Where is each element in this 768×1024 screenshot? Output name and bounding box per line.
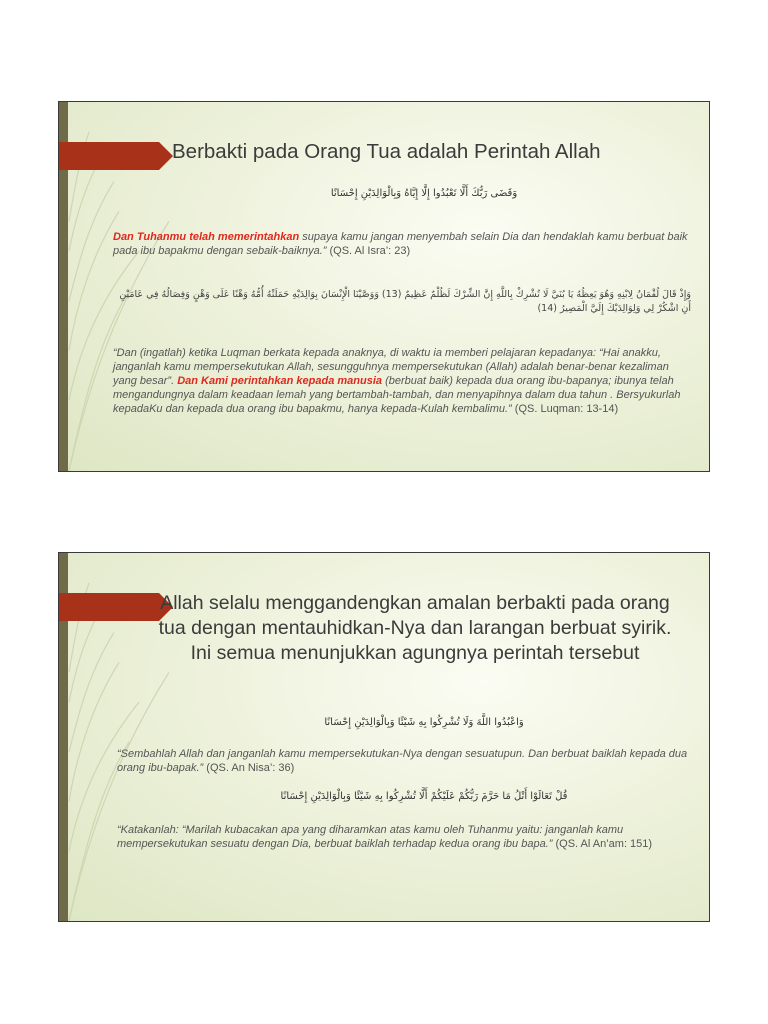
slide-2 [58,552,710,922]
arabic-verse-nisa: وَاعْبُدُوا اللَّهَ وَلَا تُشْرِكُوا بِهِ شَيْئًا وَبِالْوَالِدَيْنِ إِحْسَانًا [324,717,524,728]
translation-anam: “Katakanlah: “Marilah kubacakan apa yang diharamkan atas kamu oleh Tuhanmu yaitu: janganlah kamu mempersekutukan sesuatu dengan Dia, berbuat baiklah terhadap kedua orang ibu bapa.” (QS. Al An’am: 151) [117,824,653,850]
arabic-verse-luqman: وَإِذْ قَالَ لُقْمَانُ لِابْنِهِ وَهُوَ يَعِظُهُ يَا بُنَيَّ لَا تُشْرِكْ بِاللَّهِ إِنَّ الشِّرْكَ لَظُلْمٌ عَظِيمٌ (13) وَوَصَّيْنَا الْإِنْسَانَ بِوَالِدَيْهِ حَمَلَتْهُ أُمُّهُ وَهْنًا عَلَى وَهْنٍ وَفِصَالُهُ فِي عَامَيْنِ أَنِ اشْكُرْ لِي وَلِوَالِدَيْكَ إِلَيَّ الْمَصِيرُ (14) [119,289,691,314]
arabic-verse-isra: وَقَضَى رَبُّكَ أَلَّا تَعْبُدُوا إِلَّا إِيَّاهُ وَبِالْوَالِدَيْنِ إِحْسَانًا [330,188,518,199]
title-ribbon [59,142,159,170]
arabic-verse-anam: قُلْ تَعَالَوْا أَتْلُ مَا حَرَّمَ رَبُّكُمْ عَلَيْكُمْ أَلَّا تُشْرِكُوا بِهِ شَيْئًا وَبِالْوَالِدَيْنِ إِحْسَانًا [280,791,568,802]
verse-reference: (QS. Al Isra’: 23) [326,245,411,257]
highlight-text: Dan Kami perintahkan kepada manusia [174,375,383,387]
translation-luqman: “Dan (ingatlah) ketika Luqman berkata kepada anaknya, di waktu ia memberi pelajaran kepadanya: “Hai anakku, janganlah kamu mempersekutukan Allah, sesungguhnya mempersekutukan (Allah) adalah benar-benar kezaliman yang besar”. Dan Kami perintahkan kepada manusia (berbuat baik) kepada dua orang ibu-bapanya; ibunya telah mengandungnya dalam keadaan lemah yang bertambah-tambah, dan menyapihnya dalam dua tahun . Bersyukurlah kepadaKu dan kepada dua orang ibu bapakmu, hanya kepada-Kulah kembalimu.” (QS. Luqman: 13-14) [113,347,681,415]
verse-reference: (QS. Al An’am: 151) [552,838,653,850]
slide-title: Allah selalu menggandengkan amalan berbakti pada orang tua dengan mentauhidkan-Nya dan larangan berbuat syirik. Ini semua menunjukkan agungnya perintah tersebut [158,592,672,664]
title-ribbon [59,593,159,621]
verse-reference: (QS. An Nisa’: 36) [203,762,295,774]
highlight-text: Dan Tuhanmu telah memerintahkan [113,231,300,243]
verse-reference: (QS. Luqman: 13-14) [511,403,619,415]
translation-isra: Dan Tuhanmu telah memerintahkan supaya kamu jangan menyembah selain Dia dan hendaklah kamu berbuat baik pada ibu bapakmu dengan sebaik-baiknya.” (QS. Al Isra’: 23) [113,231,688,257]
translation-nisa: “Sembahlah Allah dan janganlah kamu mempersekutukan-Nya dengan sesuatupun. Dan berbuat baiklah kepada dua orang ibu-bapak.” (QS. An Nisa’: 36) [117,748,688,774]
slide-title: Berbakti pada Orang Tua adalah Perintah Allah [172,140,601,163]
slide-1 [58,101,710,472]
